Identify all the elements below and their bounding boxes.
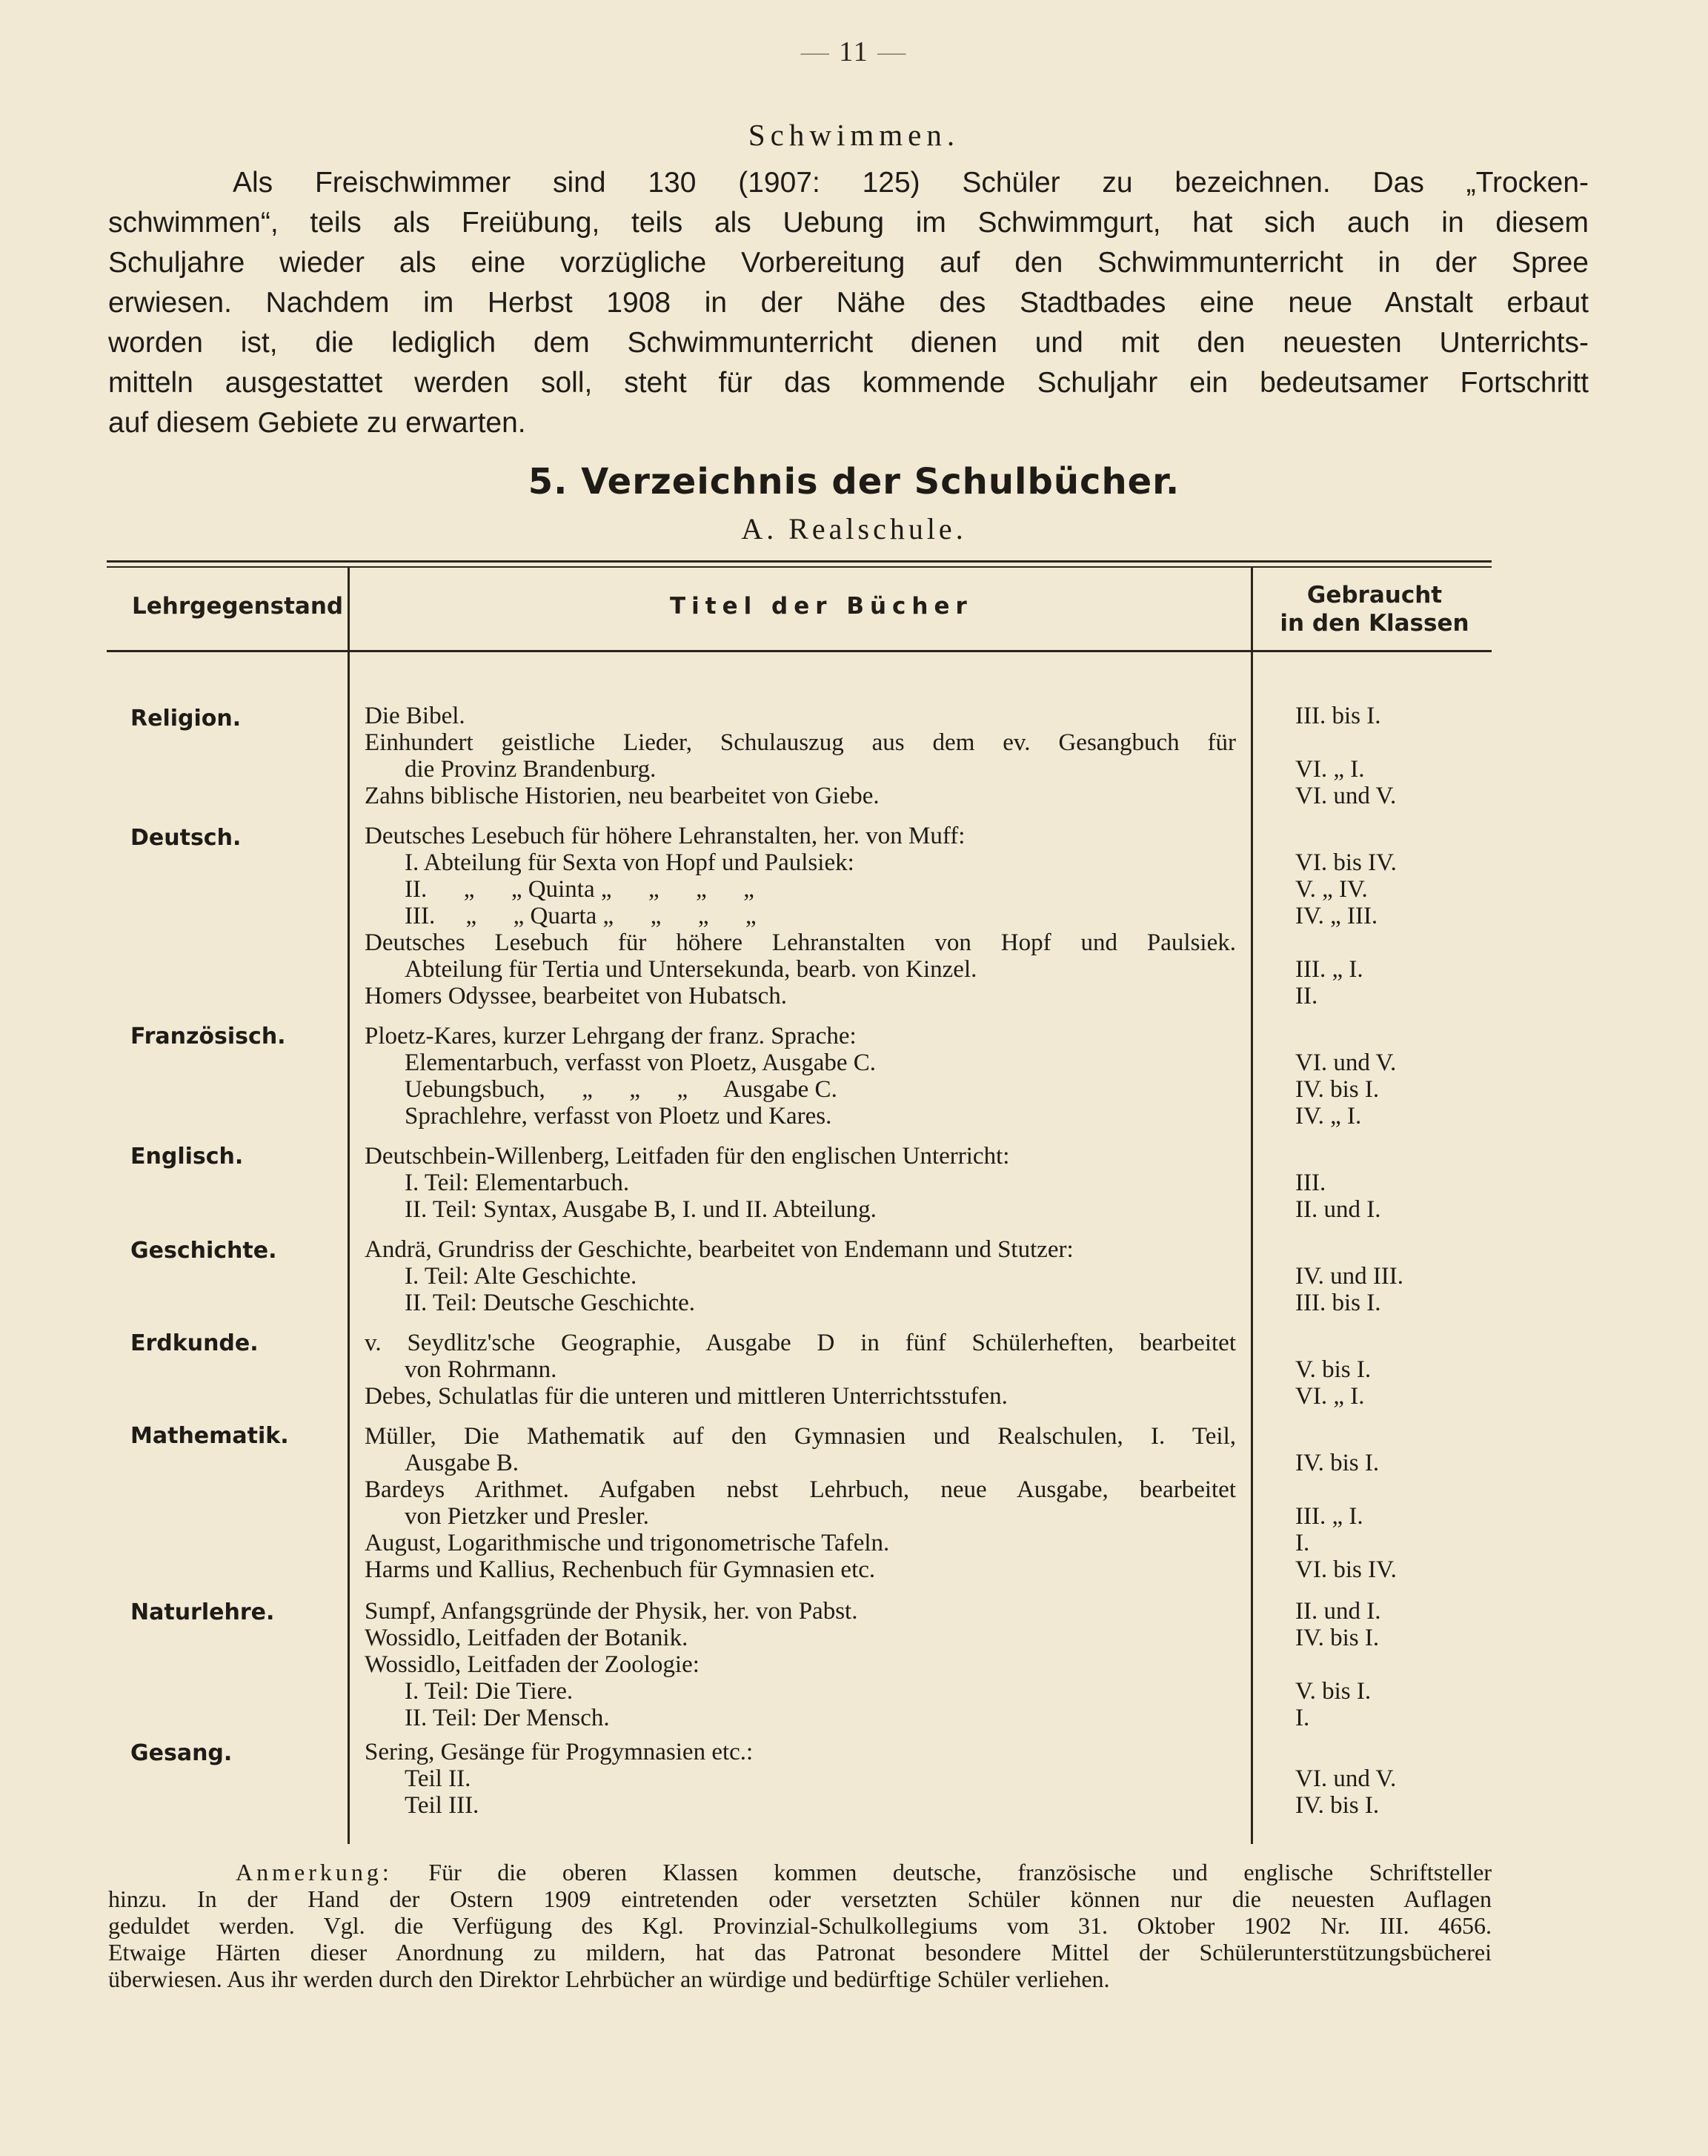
book-line: II. Teil: Der Mensch. xyxy=(405,1705,610,1731)
book-line: II. Teil: Syntax, Ausgabe B, I. und II. Abteilung. xyxy=(405,1196,877,1223)
book-line: II. Teil: Deutsche Geschichte. xyxy=(405,1290,696,1316)
subject-gesang: Gesang. xyxy=(130,1740,233,1766)
footnote-line: hinzu. In der Hand der Ostern 1909 eintretenden oder versetzten Schüler können nur die neuesten Auflagen xyxy=(108,1885,1492,1912)
paragraph-line: erwiesen. Nachdem im Herbst 1908 in der Nähe des Stadtbades eine neue Anstalt erbaut xyxy=(108,287,1589,319)
book-line: Abteilung für Tertia und Untersekunda, bearb. von Kinzel. xyxy=(405,956,977,983)
book-line: Debes, Schulatlas für die unteren und mittleren Unterrichtsstufen. xyxy=(365,1383,1008,1410)
class-range: I. xyxy=(1295,1530,1310,1556)
paragraph-line: Schuljahre wieder als eine vorzügliche Vorbereitung auf den Schwimmunterricht in der Spree xyxy=(108,247,1589,279)
book-line: Homers Odyssee, bearbeitet von Hubatsch. xyxy=(365,983,788,1009)
class-range: V. „ IV. xyxy=(1295,876,1368,903)
book-line: Teil III. xyxy=(405,1792,479,1819)
book-line: Die Bibel. xyxy=(365,703,465,729)
book-line: II. „ „ Quinta „ „ „ „ xyxy=(405,876,754,903)
class-range: II. und I. xyxy=(1295,1598,1381,1625)
header-titles: Titel der Bücher xyxy=(670,593,973,620)
class-range: VI. bis IV. xyxy=(1295,849,1397,876)
book-line: I. Abteilung für Sexta von Hopf und Paulsiek: xyxy=(405,849,854,876)
footnote-line1-text: Für die oberen Klassen kommen deutsche, französische und englische Schriftsteller xyxy=(392,1859,1492,1885)
paragraph-line: worden ist, die lediglich dem Schwimmunterricht dienen und mit den neuesten Unterrichts- xyxy=(108,327,1589,359)
class-range: II. und I. xyxy=(1295,1196,1381,1223)
book-line: Deutschbein-Willenberg, Leitfaden für den englischen Unterricht: xyxy=(365,1143,1010,1170)
column-divider-right xyxy=(1251,568,1253,1844)
footnote-line xyxy=(108,1859,1492,1885)
paragraph-line: auf diesem Gebiete zu erwarten. xyxy=(108,407,526,439)
swimming-heading: Schwimmen. xyxy=(748,118,960,152)
book-line: I. Teil: Die Tiere. xyxy=(405,1678,574,1705)
class-range: III. xyxy=(1295,1170,1326,1196)
subject-geschichte: Geschichte. xyxy=(130,1238,277,1264)
book-line: Ausgabe B. xyxy=(405,1450,519,1476)
book-line: Teil II. xyxy=(405,1765,471,1792)
class-range: IV. bis I. xyxy=(1295,1450,1380,1476)
class-range: V. bis I. xyxy=(1295,1356,1372,1383)
book-line: Harms und Kallius, Rechenbuch für Gymnasien etc. xyxy=(365,1556,876,1583)
class-range: VI. bis IV. xyxy=(1295,1556,1397,1583)
book-line: Einhundert geistliche Lieder, Schulauszug aus dem ev. Gesangbuch für xyxy=(365,729,1236,756)
footnote-line: geduldet werden. Vgl. die Verfügung des Kgl. Provinzial-Schulkollegiums vom 31. Oktober 1902 Nr. III. 4656. xyxy=(108,1912,1492,1939)
class-range: III. bis I. xyxy=(1295,1290,1381,1316)
book-line: Uebungsbuch, „ „ „ Ausgabe C. xyxy=(405,1076,837,1103)
section-title: 5. Verzeichnis der Schulbücher. xyxy=(528,461,1180,502)
class-range: IV. und III. xyxy=(1295,1263,1404,1290)
book-line: Ploetz-Kares, kurzer Lehrgang der franz. Sprache: xyxy=(365,1023,857,1049)
book-line: Müller, Die Mathematik auf den Gymnasien und Realschulen, I. Teil, xyxy=(365,1423,1236,1450)
footnote-label: Anmerkung: xyxy=(236,1859,393,1885)
section-subtitle: A. Realschule. xyxy=(741,512,967,545)
class-range: II. xyxy=(1295,983,1318,1009)
class-range: IV. bis I. xyxy=(1295,1076,1380,1103)
header-classes-line2: in den Klassen xyxy=(1280,610,1469,637)
book-line: August, Logarithmische und trigonometrische Tafeln. xyxy=(365,1530,890,1556)
class-range: VI. und V. xyxy=(1295,1049,1397,1076)
class-range: IV. bis I. xyxy=(1295,1625,1380,1651)
book-line: Andrä, Grundriss der Geschichte, bearbeitet von Endemann und Stutzer: xyxy=(365,1236,1074,1263)
class-range: IV. bis I. xyxy=(1295,1792,1380,1819)
subject-religion: Religion. xyxy=(130,706,242,732)
book-line: von Pietzker und Presler. xyxy=(405,1503,649,1530)
paragraph-line: Als Freischwimmer sind 130 (1907: 125) Schüler zu bezeichnen. Das „Trocken- xyxy=(233,167,1589,199)
class-range: III. „ I. xyxy=(1295,1503,1363,1530)
book-line: Bardeys Arithmet. Aufgaben nebst Lehrbuch, neue Ausgabe, bearbeitet xyxy=(365,1476,1236,1503)
swimming-paragraph xyxy=(108,163,1589,443)
book-line: III. „ „ Quarta „ „ „ „ xyxy=(405,903,757,929)
book-line: Sumpf, Anfangsgründe der Physik, her. von Pabst. xyxy=(365,1598,858,1625)
paragraph-line: schwimmen“, teils als Freiübung, teils als Uebung im Schwimmgurt, hat sich auch in diesem xyxy=(108,207,1589,239)
class-range: VI. und V. xyxy=(1295,783,1397,809)
book-line: die Provinz Brandenburg. xyxy=(405,756,657,783)
class-range: VI. und V. xyxy=(1295,1765,1397,1792)
header-subject: Lehrgegenstand xyxy=(132,593,344,620)
book-line: Sering, Gesänge für Progymnasien etc.: xyxy=(365,1739,754,1765)
footnote-line: Etwaige Härten dieser Anordnung zu mildern, hat das Patronat besondere Mittel der Schülerunterstützungsbücherei xyxy=(108,1939,1492,1966)
subject-franzoesisch: Französisch. xyxy=(130,1024,286,1049)
book-line: v. Seydlitz'sche Geographie, Ausgabe D in fünf Schülerheften, bearbeitet xyxy=(365,1330,1236,1356)
book-line: Zahns biblische Historien, neu bearbeitet von Giebe. xyxy=(365,783,880,809)
subject-deutsch: Deutsch. xyxy=(130,825,242,851)
table-header-rule xyxy=(107,650,1492,652)
footnote-line: überwiesen. Aus ihr werden durch den Direktor Lehrbücher an würdige und bedürftige Schüler verliehen. xyxy=(108,1966,1110,1992)
book-line: Elementarbuch, verfasst von Ploetz, Ausgabe C. xyxy=(405,1049,877,1076)
book-line: Wossidlo, Leitfaden der Zoologie: xyxy=(365,1651,700,1678)
page-number-row xyxy=(0,36,1708,68)
column-divider-left xyxy=(348,568,350,1844)
class-range: V. bis I. xyxy=(1295,1678,1372,1705)
book-line: I. Teil: Alte Geschichte. xyxy=(405,1263,637,1290)
subject-mathematik: Mathematik. xyxy=(130,1423,289,1449)
dash-right: — xyxy=(877,36,908,67)
page-number: 11 xyxy=(839,36,869,67)
book-line: Deutsches Lesebuch für höhere Lehranstalten, her. von Muff: xyxy=(365,823,966,849)
class-range: IV. „ I. xyxy=(1295,1103,1362,1130)
table-top-rule-thin xyxy=(107,566,1492,568)
class-range: IV. „ III. xyxy=(1295,903,1378,929)
class-range: I. xyxy=(1295,1705,1310,1731)
header-classes-line1: Gebraucht xyxy=(1306,582,1443,608)
subject-erdkunde: Erdkunde. xyxy=(130,1330,259,1356)
subject-englisch: Englisch. xyxy=(130,1144,244,1170)
book-line: I. Teil: Elementarbuch. xyxy=(405,1170,630,1196)
book-line: Wossidlo, Leitfaden der Botanik. xyxy=(365,1625,688,1651)
dash-left: — xyxy=(800,36,831,67)
book-line: Deutsches Lesebuch für höhere Lehranstalten von Hopf und Paulsiek. xyxy=(365,929,1236,956)
header-classes xyxy=(1260,581,1489,637)
class-range: III. bis I. xyxy=(1295,703,1381,729)
class-range: VI. „ I. xyxy=(1295,1383,1365,1410)
book-line: von Rohrmann. xyxy=(405,1356,557,1383)
table-top-rule xyxy=(107,560,1492,563)
book-line: Sprachlehre, verfasst von Ploetz und Kares. xyxy=(405,1103,832,1130)
paragraph-line: mitteln ausgestattet werden soll, steht für das kommende Schuljahr ein bedeutsamer Fortschritt xyxy=(108,367,1589,399)
class-range: III. „ I. xyxy=(1295,956,1363,983)
subject-naturlehre: Naturlehre. xyxy=(130,1599,275,1625)
class-range: VI. „ I. xyxy=(1295,756,1365,783)
footnote xyxy=(108,1859,1492,1992)
